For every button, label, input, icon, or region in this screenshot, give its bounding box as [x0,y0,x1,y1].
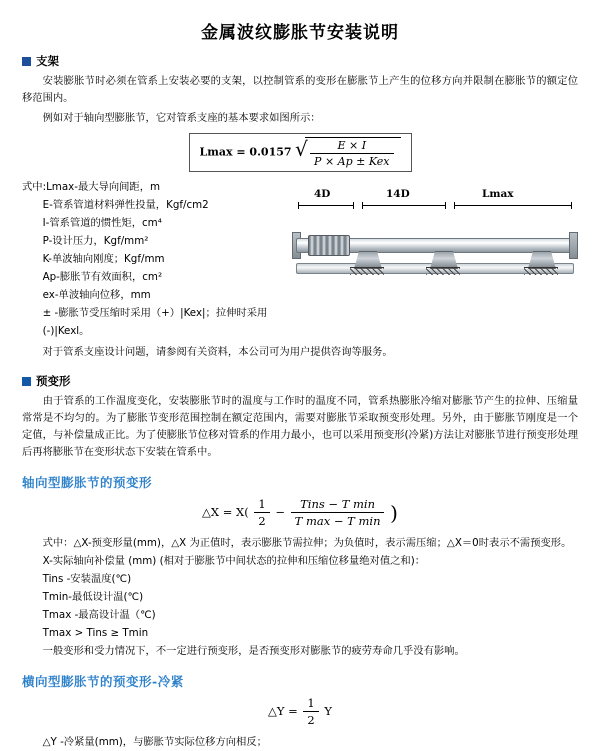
lateral-note-list [22,733,578,751]
lateral-formula-half [303,696,318,727]
lmax-numerator: √ E × I [310,139,393,154]
axial-formula-minus: − [275,504,285,519]
dimension-label-lmax: Lmax [482,188,514,200]
lmax-fraction [310,139,393,168]
diagram-dimension-row [290,188,578,210]
axial-half-denominator: 2 [258,514,266,529]
axial-note-tmin: Tmin-最低设计温(℃) [42,591,144,604]
predeform-paragraph-1: 由于管系的工作温度变化，安装膨胀节时的温度与工作时的温度不同，管系热膨胀冷缩对膨胀节产生的拉伸、压缩量常常是不均匀的。为了膨胀节变形范围控制在额定范围内，需要对膨胀节采取预变形处理。另外，由于膨胀节刚度是一个定值，与补偿量成正比。为了使膨胀节位移对管系的作用力最小，也可以采用预变形(冷紧)方法让对膨胀节进行预变形处理后再将膨胀节在变形状态下安装在管系中。 [22,395,578,459]
pipe-support-hatch-1 [350,267,384,275]
axial-formula-body [202,497,398,529]
lmax-formula [22,133,578,172]
axial-predeform-formula [22,497,578,528]
definition-e: E-管系管道材料弹性投量，Kgf/cm2 [42,198,209,211]
lateral-formula-left: △Y = [268,703,298,718]
dimension-line-lmax [454,205,572,206]
axial-half-numerator: 1 [254,497,269,513]
definition-pm: ± -膨胀节受压缩时采用（+）|Kex|；拉伸时采用(-)|Kexl。 [42,307,268,338]
lmax-formula-lead: Lmax = 0.0157 [199,145,292,159]
axial-temp-denominator: T max − T min [294,514,381,529]
definition-ap: Ap-膨胀节有效面积，cm² [42,271,163,284]
axial-expansion-joint-diagram [290,188,578,300]
axial-note-final: 一般变形和受力情况下，不一定进行预变形，是否预变形对膨胀节的疲劳寿命几乎没有影响。 [42,645,465,658]
dimension-line-4d [298,205,354,206]
sqrt-inner [305,137,400,168]
lateral-half-numerator: 1 [303,696,318,712]
definition-lmax: 式中:Lmax-最大导向间距，m [22,180,161,193]
bracket-paragraph-1: 安装膨胀节时必须在管系上安装必要的支架，以控制管系的变形在膨胀节上产生的位移方向并限制在膨胀节的额定位移范围内。 [22,75,578,104]
axial-formula-half [254,497,269,528]
lateral-predeform-formula [22,696,578,727]
bracket-paragraph-2: 例如对于轴向型膨胀节，它对管系支座的基本要求如图所示： [42,111,321,124]
pipe-support-hatch-2 [426,267,460,275]
diagram-pipe-assembly [290,218,578,298]
definition-ex: ex-单波轴向位移，mm [42,289,151,302]
section-heading-predeform-label: 预变形 [36,374,71,389]
definition-i: I-管系管道的惯性矩，cm⁴ [42,216,162,229]
axial-formula-temp-ratio [291,497,385,528]
axial-notes-list [22,534,578,660]
bracket-closing-paragraph: 对于管系支座设计问题，请参阅有关资料，本公司可为用户提供咨询等服务。 [42,346,393,359]
axial-formula-right: ) [390,500,398,525]
lateral-note-1: △Y -冷紧量(mm)，与膨胀节实际位移方向相反； [42,736,267,749]
blue-square-marker-icon [22,57,31,66]
page-title: 金属波纹膨胀节安装说明 [201,23,399,43]
bellows-icon [308,235,350,256]
axial-temp-numerator: Tins − T min [291,497,385,513]
subheading-axial-predeform: 轴向型膨胀节的预变形 [22,475,153,491]
blue-square-marker-icon-2 [22,377,31,386]
dimension-line-14d [362,205,446,206]
lateral-half-denominator: 2 [307,713,315,728]
definition-p: P-设计压力，Kgf/mm² [42,235,149,247]
definition-k: K-单波轴向刚度；Kgf/mm [42,253,165,266]
dimension-label-4d: 4D [314,188,331,200]
sqrt-icon [295,137,400,168]
lateral-formula-right: Y [324,703,332,718]
dimension-label-14d: 14D [386,188,410,200]
lmax-denominator: P × Ap ± Kex [314,154,390,168]
axial-note-2: X-实际轴向补偿量 (mm) (相对于膨胀节中间状态的拉伸和压缩位移量绝对值之和)： [42,555,426,568]
section-heading-bracket [22,53,578,69]
axial-note-tins: Tins -安装温度(℃) [42,573,132,586]
bracket-definition-list [22,178,277,340]
axial-note-tmax: Tmax -最高设计温（℃) [42,609,156,622]
axial-note-1: 式中：△X-预变形量(mm)，△X 为正值时，表示膨胀节需拉伸；为负值时，表示需压缩；△X＝0时表示不需预变形。 [42,537,572,550]
section-heading-predeform [22,373,578,389]
pipe-support-hatch-3 [524,267,558,275]
lmax-formula-box [189,133,412,172]
pipe-endcap-right [569,232,578,259]
subheading-lateral-predeform: 横向型膨胀节的预变形-冷紧 [22,674,184,690]
axial-note-inequality: Tmax > Tins ≥ Tmin [42,627,149,640]
lateral-formula-body [268,696,332,728]
axial-formula-left: △X = X( [202,504,249,519]
section-heading-bracket-label: 支架 [36,54,59,68]
